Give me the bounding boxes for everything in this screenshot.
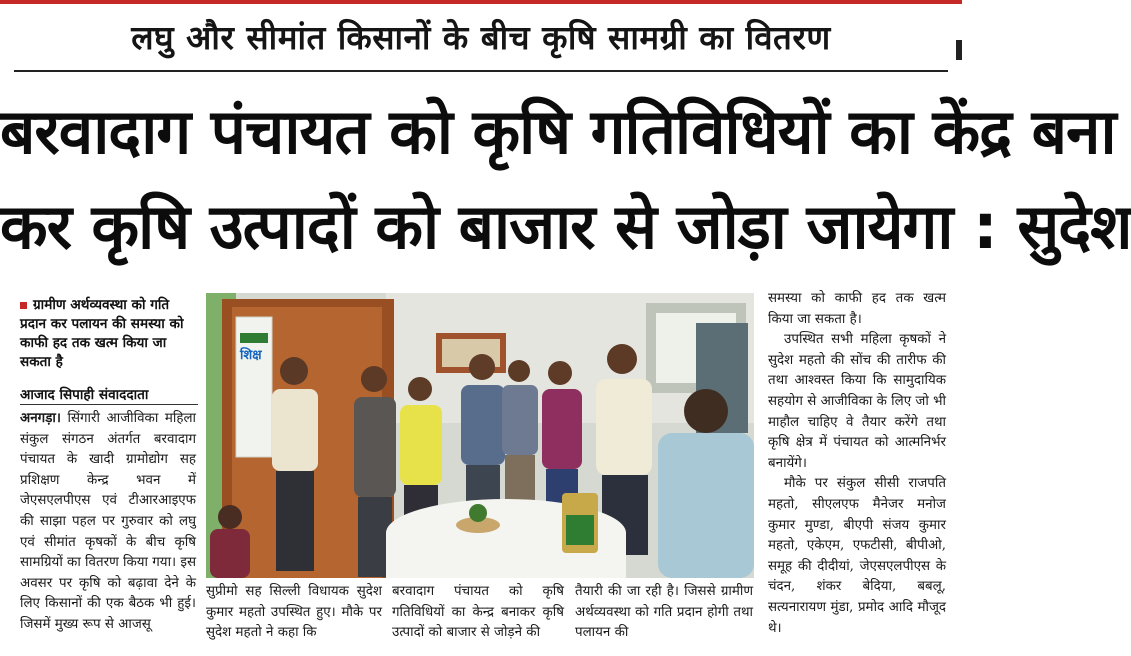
- dateline: अनगड़ा।: [20, 410, 61, 426]
- column-5-paragraph-1: समस्या को काफी हद तक खत्म किया जा सकता है।: [768, 291, 946, 327]
- kicker-divider: [14, 70, 948, 72]
- byline-divider: [20, 404, 198, 405]
- pull-quote-bullet-icon: [20, 302, 27, 309]
- column-5-paragraph-2: उपस्थित सभी महिला कृषकों ने सुदेश महतो की सोंच की तारीफ की तथा आश्वस्त किया कि सामुदायिक सहयोग से आजीविका के लिए जो भी माहौल चाहिए वे तैयार करेंगे तथा कृषि क्षेत्र में पंचायत को आत्मनिर्भर बनायेंगे।: [768, 332, 946, 471]
- article-column-4: तैयारी की जा रही है। जिससे ग्रामीण अर्थव्यवस्था को गति प्रदान होगी तथा पलायन की: [575, 584, 753, 641]
- column-1-text: सिंगारी आजीविका महिला संकुल संगठन अंतर्गत बरवादाग पंचायत के खादी ग्रामोद्योग सह प्रशिक्षण केन्द्र भवन में जेएसएलपीएस एवं टीआरआइएफ की साझा पहल पर गुरुवार को लघु एवं सीमांत कृषकों के बीच कृषि सामग्रियों का वितरण किया गया। इस अवसर पर कृषि को बढ़ावा देने के लिए किसानों की एक बैठक भी हुई। जिसमें मुख्य रूप से आजसू: [20, 411, 196, 632]
- byline: आजाद सिपाही संवाददाता: [20, 387, 149, 403]
- column-5-paragraph-3: मौके पर संकुल सीसी राजपति महतो, सीएलएफ मैनेजर मनोज कुमार मुण्डा, बीएपी संजय कुमार महतो, एकेएम, एफटीसी, बीपीओ, समूह की दीदीयां, जेएसएलपीएस के चंदन, शंकर बेदिया, बबलू, सत्यनारायण मुंडा, प्रमोद आदि मौजूद थे।: [768, 476, 946, 636]
- article-column-2: सुप्रीमो सह सिल्ली विधायक सुदेश कुमार महतो उपस्थित हुए। मौके पर सुदेश महतो ने कहा कि: [206, 584, 382, 641]
- pull-quote-text: ग्रामीण अर्थव्यवस्था को गति प्रदान कर पलायन की समस्या को काफी हद तक खत्म किया जा सकता है: [20, 297, 184, 370]
- top-red-rule: [0, 0, 962, 4]
- article-column-1: [20, 408, 196, 636]
- pull-quote: [20, 296, 196, 372]
- kicker-headline: लघु और सीमांत किसानों के बीच कृषि सामग्री का वितरण: [131, 18, 831, 57]
- news-photo: [206, 293, 754, 578]
- article-column-5: [768, 289, 946, 639]
- photo-sign-text: शिक्ष: [240, 348, 262, 363]
- main-headline-line-1: बरवादाग पंचायत को कृषि गतिविधियों का केंद्र बना: [0, 95, 1116, 168]
- photo-illustration: [206, 293, 754, 578]
- article-column-3: बरवादाग पंचायत को कृषि गतिविधियों का केन्द्र बनाकर कृषि उत्पादों को बाजार से जोड़ने की: [392, 584, 564, 641]
- main-headline-line-2: कर कृषि उत्पादों को बाजार से जोड़ा जायेगा : सुदेश: [0, 190, 1131, 263]
